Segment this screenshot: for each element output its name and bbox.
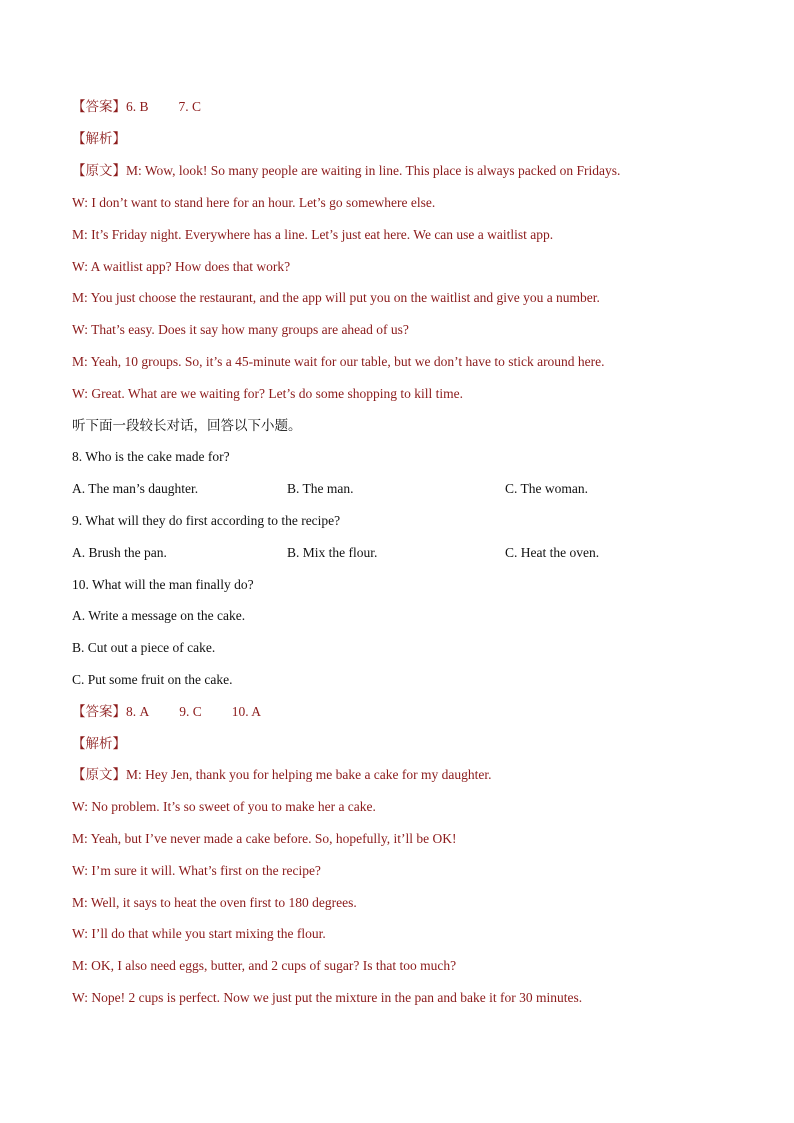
dialogue-line: M: OK, I also need eggs, butter, and 2 cups of sugar? Is that too much?	[72, 958, 457, 973]
dialogue-line: M: You just choose the restaurant, and the app will put you on the waitlist and give you a number.	[72, 290, 600, 305]
original-tag: 【原文】	[72, 767, 126, 783]
dialogue-line: W: I’ll do that while you start mixing the flour.	[72, 926, 326, 941]
question-option: A. Brush the pan.	[72, 545, 167, 560]
dialogue-line	[72, 766, 492, 784]
dialogue-line: W: Nope! 2 cups is perfect. Now we just put the mixture in the pan and bake it for 30 minutes.	[72, 990, 583, 1005]
answer-8: 8. A	[126, 704, 150, 719]
question-stem: 9. What will they do first according to the recipe?	[72, 513, 341, 528]
dialogue-line: W: I don’t want to stand here for an hour. Let’s go somewhere else.	[72, 195, 436, 210]
question-stem: 10. What will the man finally do?	[72, 577, 254, 592]
analysis-line-1	[72, 130, 126, 148]
dialogue-line: W: A waitlist app? How does that work?	[72, 259, 291, 274]
analysis-tag: 【解析】	[72, 736, 126, 752]
answer-tag: 【答案】	[72, 704, 126, 720]
dialogue-line: M: Well, it says to heat the oven first to 180 degrees.	[72, 895, 357, 910]
answer-10: 10. A	[231, 704, 262, 719]
dialogue-text: M: Wow, look! So many people are waiting in line. This place is always packed on Fridays.	[126, 163, 621, 178]
answer-7: 7. C	[178, 99, 202, 114]
question-option: B. Mix the flour.	[287, 545, 378, 560]
original-tag: 【原文】	[72, 163, 126, 179]
question-option: C. The woman.	[505, 481, 588, 496]
dialogue-line: M: Yeah, 10 groups. So, it’s a 45-minute wait for our table, but we don’t have to stick around here.	[72, 354, 605, 369]
question-option: A. Write a message on the cake.	[72, 608, 246, 623]
dialogue-line: W: No problem. It’s so sweet of you to make her a cake.	[72, 799, 376, 814]
answer-6: 6. B	[126, 99, 149, 114]
question-stem: 8. Who is the cake made for?	[72, 449, 230, 464]
question-option: B. The man.	[287, 481, 354, 496]
dialogue-line: M: It’s Friday night. Everywhere has a line. Let’s just eat here. We can use a waitlist app.	[72, 227, 554, 242]
analysis-tag: 【解析】	[72, 131, 126, 147]
analysis-line-2	[72, 735, 126, 753]
dialogue-line: W: I’m sure it will. What’s first on the recipe?	[72, 863, 321, 878]
answer-line-2	[72, 703, 261, 721]
dialogue-line	[72, 162, 620, 180]
dialogue-text: M: Hey Jen, thank you for helping me bake a cake for my daughter.	[126, 767, 492, 782]
dialogue-line: W: That’s easy. Does it say how many groups are ahead of us?	[72, 322, 409, 337]
answer-tag: 【答案】	[72, 99, 126, 115]
instruction: 听下面一段较长对话，回答以下小题。	[72, 418, 302, 434]
question-option: C. Heat the oven.	[505, 545, 600, 560]
question-option: A. The man’s daughter.	[72, 481, 199, 496]
question-option: B. Cut out a piece of cake.	[72, 640, 216, 655]
dialogue-line: W: Great. What are we waiting for? Let’s do some shopping to kill time.	[72, 386, 464, 401]
answer-9: 9. C	[179, 704, 202, 719]
question-option: C. Put some fruit on the cake.	[72, 672, 233, 687]
answer-line-1	[72, 98, 201, 116]
dialogue-line: M: Yeah, but I’ve never made a cake before. So, hopefully, it’ll be OK!	[72, 831, 457, 846]
